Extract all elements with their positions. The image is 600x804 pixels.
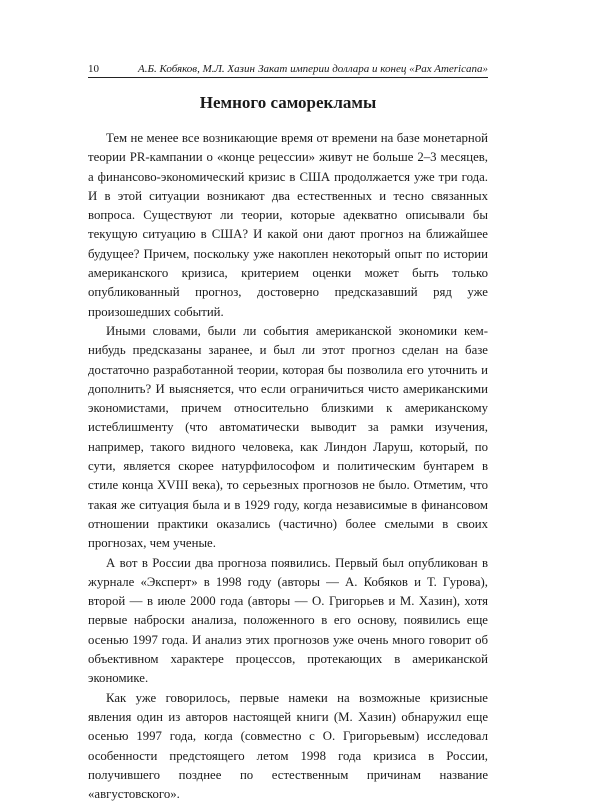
page-number: 10 (88, 63, 99, 75)
body-text (88, 129, 488, 804)
paragraph: Как уже говорилось, первые намеки на возможные кризисные явления один из авторов настоящей книги (М. Хазин) обнаружил еще осенью 1997 года, когда (совместно с О. Григорьевым) исследовал особенности предстоящего летом 1998 года кризиса в России, получившего позднее по естественным причинам название «августовского». (88, 690, 488, 802)
running-header (88, 60, 488, 76)
paragraph: А вот в России два прогноза появились. Первый был опубликован в журнале «Эксперт» в 1998 году (авторы — А. Кобяков и Т. Гурова), второй — в июле 2000 года (авторы — О. Григорьев и М. Хазин), хотя первые наброски анализа, положенного в его основу, появились еще осенью 1997 года. И анализ этих прогнозов уже очень много говорит об объективном характере процессов, протекающих в американской экономике. (88, 555, 488, 686)
paragraph: Тем не менее все возникающие время от времени на базе монетарной теории PR-кампании о «конце рецессии» живут не больше 2–3 месяцев, а финансово-экономический кризис в США продолжается уже три года. И в этой ситуации возникают два естественных и тесно связанных вопроса. Существуют ли теории, которые адекватно описывали бы текущую ситуацию в США? И какой они дают прогноз на ближайшее будущее? Причем, поскольку уже накоплен некоторый опыт по истории американского кризиса, критерием оценки может быть только опубликованный прогноз, достоверно предсказавший ряд уже произошедших событий. (88, 131, 488, 319)
header-book-title: Закат империи доллара и конец «Pax Americana» (258, 63, 488, 75)
header-divider (88, 77, 488, 78)
paragraph: Иными словами, были ли события американской экономики кем-нибудь предсказаны заранее, и был ли этот прогноз сделан на базе достаточно разработанной теории, которая бы позволила его уточнить и дополнить? И выясняется, что если ограничиться чисто американскими экономистами, причем относительно близкими к американскому истеблишменту (что автоматически выводит за рамки изучения, например, такого видного человека, как Линдон Ларуш, который, по сути, является скорее натурфилософом и политическим бунтарем в стиле конца XVIII века), то серьезных прогнозов не было. Отметим, что такая же ситуация была и в 1929 году, когда независимые в финансовом отношении практики оказались (частично) более смелыми в своих прогнозах, чем ученые. (88, 323, 488, 551)
header-authors: А.Б. Кобяков, М.Л. Хазин (138, 63, 255, 75)
section-title: Немного саморекламы (199, 93, 377, 112)
